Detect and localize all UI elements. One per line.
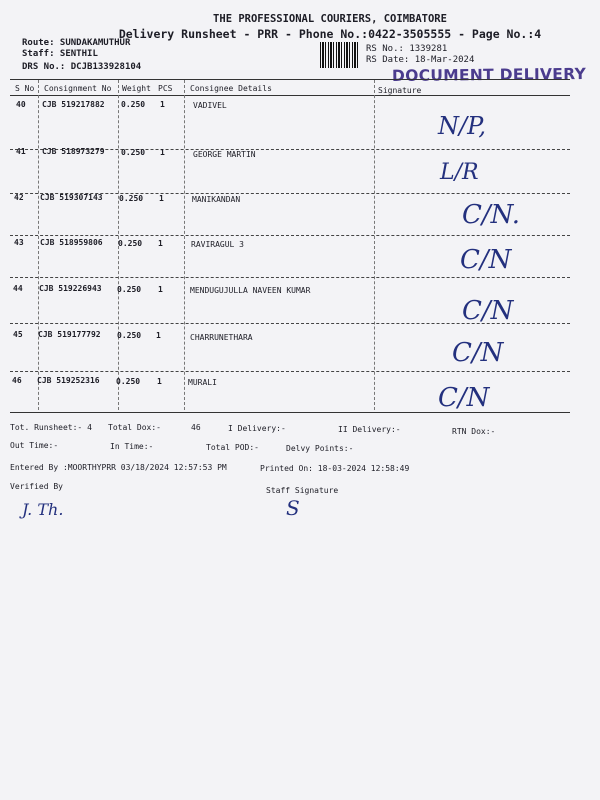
row-weight: 0.250 xyxy=(119,194,144,203)
table-top-rule xyxy=(10,79,570,80)
handwritten-remark: C/N xyxy=(452,338,504,368)
col-divider xyxy=(38,80,39,410)
verifier-initials: J. Th. xyxy=(22,500,64,519)
row-consignee: MURALI xyxy=(188,378,217,387)
runsheet-title: Delivery Runsheet - PRR - Phone No.:0422-3505555 - Page No.:4 xyxy=(118,27,542,41)
col-pcs: PCS xyxy=(158,84,173,93)
printed-on: Printed On: 18-03-2024 12:58:49 xyxy=(260,464,410,473)
row-divider xyxy=(10,235,570,236)
row-sno: 46 xyxy=(12,376,22,385)
handwritten-remark: C/N xyxy=(462,296,514,326)
row-pcs: 1 xyxy=(156,331,161,340)
row-sno: 43 xyxy=(14,238,24,247)
in-time: In Time:- xyxy=(110,442,154,451)
row-consignee: GEORGE MARTIN xyxy=(193,150,256,159)
row-sno: 40 xyxy=(16,100,26,109)
col-consignee: Consignee Details xyxy=(190,84,272,93)
row-consignment: CJB 519252316 xyxy=(37,376,100,385)
row-consignment: CJB 518959806 xyxy=(40,238,103,247)
row-divider xyxy=(10,323,570,324)
staff-label: Staff: SENTHIL xyxy=(22,49,98,59)
row-weight: 0.250 xyxy=(121,100,146,109)
row-pcs: 1 xyxy=(158,239,163,248)
row-consignee: RAVIRAGUL 3 xyxy=(191,240,244,249)
rs-date: RS Date: 18-Mar-2024 xyxy=(366,55,475,65)
total-pod: Total POD:- xyxy=(206,443,259,452)
table-bottom-rule xyxy=(10,412,570,413)
staff-signature-mark: S xyxy=(286,496,300,520)
row-pcs: 1 xyxy=(158,285,163,294)
col-consignment: Consignment No xyxy=(44,84,112,93)
row-pcs: 1 xyxy=(159,194,164,203)
row-pcs: 1 xyxy=(157,377,162,386)
row-weight: 0.250 xyxy=(117,331,142,340)
row-divider xyxy=(10,277,570,278)
rs-number: RS No.: 1339281 xyxy=(366,44,448,54)
col-weight: Weight xyxy=(122,84,151,93)
col-signature: Signature xyxy=(378,86,422,95)
handwritten-remark: N/P, xyxy=(438,112,486,140)
entered-by: Entered By :MOORTHYPRR 03/18/2024 12:57:53 PM xyxy=(10,463,227,472)
row-consignee: MANIKANDAN xyxy=(192,195,241,204)
row-weight: 0.250 xyxy=(117,285,142,294)
document-delivery-stamp: DOCUMENT DELIVERY xyxy=(391,64,587,86)
handwritten-remark: C/N xyxy=(460,245,512,275)
row-sno: 42 xyxy=(14,193,24,202)
route-label: Route: SUNDAKAMUTHUR xyxy=(22,38,131,48)
col-divider xyxy=(184,80,185,410)
row-consignment: CJB 519307143 xyxy=(40,193,103,202)
delvy-points: Delvy Points:- xyxy=(286,444,354,453)
row-weight: 0.250 xyxy=(121,148,146,157)
row-pcs: 1 xyxy=(160,100,165,109)
handwritten-remark: C/N. xyxy=(462,200,521,230)
col-divider xyxy=(374,80,375,410)
row-consignee: VADIVEL xyxy=(193,101,227,110)
total-dox-label: Total Dox:- xyxy=(108,423,161,432)
handwritten-remark: L/R xyxy=(440,160,479,185)
row-divider xyxy=(10,371,570,372)
rtn-dox: RTN Dox:- xyxy=(452,427,496,436)
out-time: Out Time:- xyxy=(10,441,59,450)
ii-delivery: II Delivery:- xyxy=(338,425,401,434)
row-pcs: 1 xyxy=(160,148,165,157)
tot-runsheet: Tot. Runsheet:- 4 xyxy=(10,423,92,432)
row-consignment: CJB 519177792 xyxy=(38,330,101,339)
i-delivery: I Delivery:- xyxy=(228,424,286,433)
row-weight: 0.250 xyxy=(118,239,143,248)
handwritten-remark: C/N xyxy=(438,383,490,413)
row-consignment: CJB 519217882 xyxy=(42,100,105,109)
barcode-icon xyxy=(320,42,358,68)
table-header-rule xyxy=(10,95,570,96)
row-consignee: CHARRUNETHARA xyxy=(190,333,253,342)
row-sno: 45 xyxy=(13,330,23,339)
total-dox-value: 46 xyxy=(191,423,201,432)
staff-signature-label: Staff Signature xyxy=(266,486,339,495)
row-consignment: CJB 519226943 xyxy=(39,284,102,293)
verified-by-label: Verified By xyxy=(10,482,63,491)
drs-number: DRS No.: DCJB133928104 xyxy=(22,62,142,72)
col-sno: S No xyxy=(15,84,35,93)
row-consignee: MENDUGUJULLA NAVEEN KUMAR xyxy=(190,286,311,295)
row-sno: 41 xyxy=(16,147,26,156)
row-sno: 44 xyxy=(13,284,23,293)
row-weight: 0.250 xyxy=(116,377,141,386)
company-title: THE PROFESSIONAL COURIERS, COIMBATORE xyxy=(213,13,447,25)
row-consignment: CJB 518973279 xyxy=(42,147,105,156)
